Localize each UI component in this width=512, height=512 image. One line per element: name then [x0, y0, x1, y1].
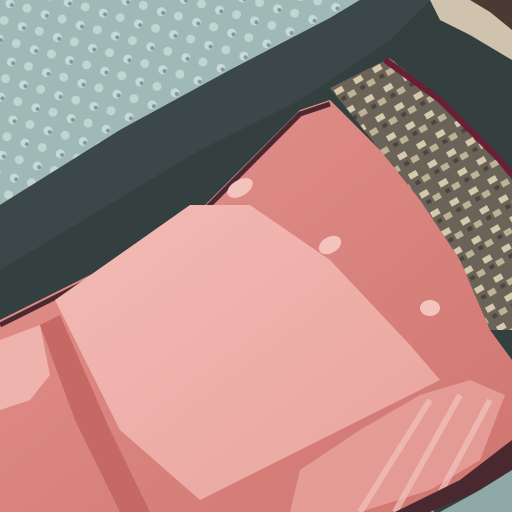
light-spot-3 — [420, 300, 440, 316]
